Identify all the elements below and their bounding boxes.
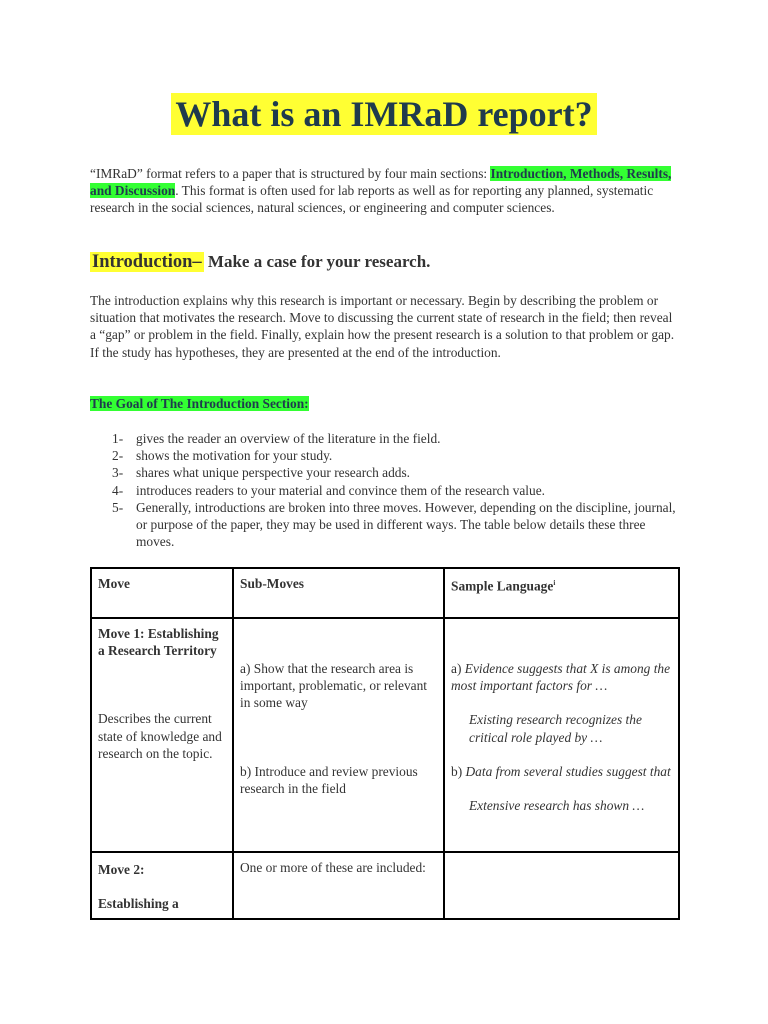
list-item: 4- introduces readers to your material and convince them of the research value. (112, 482, 545, 498)
list-item: 1- gives the reader an overview of the literature in the field. (112, 431, 441, 446)
table-row (91, 618, 679, 852)
language-b: b) Data from several studies suggest that (451, 763, 671, 779)
introduction-heading (90, 252, 430, 273)
move2-language-cell (444, 852, 679, 919)
introduction-body: The introduction explains why this research is important or necessary. Begin by describing the problem or situation that motivates the research. Move to discussing the current state of research in the field; then reveal a “gap” or problem in the field. Finally, explain how the present research is a solution to that problem or gap. If the study has hypotheses, they are presented at the end of the introduction. (90, 293, 675, 360)
submove-a: a) Show that the research area is important, problematic, or relevant in some way (240, 661, 428, 711)
language-a2: Existing research recognizes the critical role played by … (469, 712, 642, 745)
goal-heading: The Goal of The Introduction Section: (90, 396, 309, 411)
move1-description: Describes the current state of knowledge and research on the topic. (98, 711, 222, 761)
sections-highlight: Introduction, Methods, Results, and Discussion (90, 166, 672, 199)
header-move: Move (91, 568, 233, 618)
moves-table (90, 567, 680, 920)
move2-submoves-cell (233, 852, 444, 919)
language-b2: Extensive research has shown … (469, 798, 645, 814)
header-sample-language: Sample Language$^i$ (444, 568, 679, 618)
introduction-subtitle: Make a case for your research. (203, 252, 431, 271)
move2-title-continued: Establishing a (98, 896, 179, 912)
table-header-row (91, 568, 679, 618)
move1-submoves-cell (233, 618, 444, 852)
page-title: What is an IMRaD report? (171, 93, 596, 135)
move1-cell (91, 618, 233, 852)
header-sub-moves: Sub-Moves (233, 568, 444, 618)
table-row (91, 852, 679, 919)
definition-text-before: “IMRaD” format refers to a paper that is structured by four main sections: (90, 166, 491, 181)
list-item: 5- Generally, introductions are broken into three moves. However, depending on the discipline, journal, or purpose of the paper, they may be used in different ways. The table below details these three moves. (112, 499, 676, 550)
move2-cell (91, 852, 233, 919)
goals-list (112, 430, 682, 550)
definition-text-after: . This format is often used for lab reports as well as for reporting any planned, systematic research in the social sciences, natural sciences, or engineering and computer sciences. (90, 183, 654, 216)
imrad-definition-paragraph (90, 165, 680, 217)
move1-language-cell (444, 618, 679, 852)
list-item: 3- shares what unique perspective your research adds. (112, 465, 411, 481)
submove-b: b) Introduce and review previous research in the field (240, 763, 418, 796)
list-item: 2- shows the motivation for your study. (112, 448, 333, 464)
language-a: a) Evidence suggests that X is among the most important factors for … (451, 661, 671, 694)
move2-submoves-text: One or more of these are included: (240, 860, 426, 875)
title-wrap (0, 93, 768, 135)
move2-title: Move 2: (98, 862, 145, 877)
introduction-label: Introduction– (92, 252, 202, 272)
move1-title: Move 1: Establishing a Research Territory (98, 626, 219, 659)
